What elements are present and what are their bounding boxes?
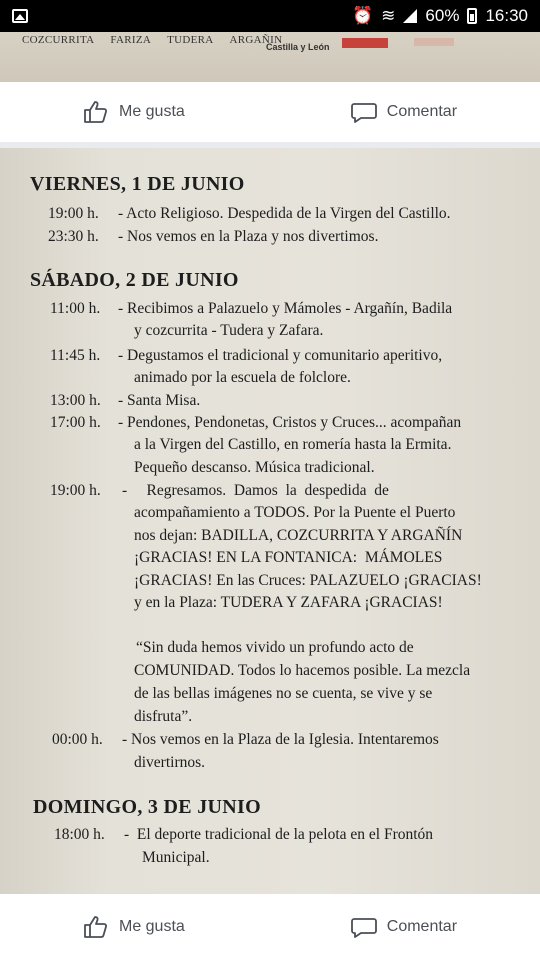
junta-logo: Castilla y León	[266, 42, 330, 52]
like-button[interactable]	[83, 915, 185, 939]
event-text: acompañamiento a TODOS. Por la Puente el Puerto	[134, 504, 456, 521]
battery-percent: 60%	[425, 6, 460, 25]
thumbs-up-icon	[83, 915, 109, 939]
day-title: VIERNES, 1 DE JUNIO	[30, 173, 245, 195]
event-text: Pequeño descanso. Música tradicional.	[134, 459, 375, 476]
event-time: 19:00 h.	[50, 482, 101, 499]
comment-label: Comentar	[386, 103, 458, 120]
status-right	[352, 6, 528, 26]
event-text: - El deporte tradicional de la pelota en el Frontón	[124, 826, 434, 843]
event-text: - Acto Religioso. Despedida de la Virgen del Castillo.	[118, 205, 451, 222]
event-time: 18:00 h.	[54, 826, 105, 843]
event-text: ¡GRACIAS! EN LA FONTANICA: MÁMOLES	[134, 549, 443, 566]
like-label: Me gusta	[118, 103, 185, 120]
gallery-icon	[12, 9, 28, 23]
comment-button[interactable]	[351, 915, 457, 939]
quote-text: de las bellas imágenes no se cuenta, se vive y se	[134, 685, 433, 702]
quote-text: “Sin duda hemos vivido un profundo acto de	[136, 639, 414, 656]
clock: 16:30	[485, 6, 528, 25]
status-bar	[0, 0, 540, 32]
event-time: 17:00 h.	[50, 414, 101, 431]
status-left	[12, 9, 28, 23]
event-text: animado por la escuela de folclore.	[134, 369, 351, 386]
post-actions-top	[0, 82, 540, 142]
event-time: 11:45 h.	[50, 347, 101, 364]
event-text: ¡GRACIAS! En las Cruces: PALAZUELO ¡GRACIAS!	[134, 572, 482, 589]
thumbs-up-icon	[83, 100, 109, 124]
event-text: - Pendones, Pendonetas, Cristos y Cruces... acompañan	[118, 414, 462, 431]
sponsor: FARIZA	[110, 34, 152, 46]
event-time: 11:00 h.	[50, 300, 101, 317]
day-title: DOMINGO, 3 DE JUNIO	[33, 796, 261, 818]
alarm-icon: ⏰	[352, 6, 374, 25]
like-button[interactable]	[83, 100, 185, 124]
sponsor: COZCURRITA	[22, 34, 95, 46]
event-time: 23:30 h.	[48, 228, 99, 245]
event-text: a la Virgen del Castillo, en romería hasta la Ermita.	[134, 436, 452, 453]
sponsor: TUDERA	[167, 34, 214, 46]
event-text: divertirnos.	[134, 754, 206, 771]
event-text: nos dejan: BADILLA, COZCURRITA Y ARGAÑÍN	[134, 527, 463, 544]
quote-text: disfruta”.	[134, 708, 193, 725]
event-text: - Degustamos el tradicional y comunitario aperitivo,	[118, 347, 443, 364]
post-actions-bottom	[0, 894, 540, 960]
event-time: 00:00 h.	[52, 731, 103, 748]
event-time: 19:00 h.	[48, 205, 99, 222]
day-title: SÁBADO, 2 DE JUNIO	[30, 269, 239, 291]
sponsor: ARGAÑIN	[229, 34, 283, 46]
comment-label: Comentar	[386, 918, 458, 935]
event-text: - Nos vemos en la Plaza y nos divertimos.	[118, 228, 379, 245]
event-text: Municipal.	[142, 849, 210, 866]
event-text: y cozcurrita - Tudera y Zafara.	[134, 322, 324, 339]
sponsor-logo	[414, 38, 454, 46]
comment-icon	[351, 915, 377, 939]
program-photo[interactable]	[0, 148, 540, 894]
quote-text: COMUNIDAD. Todos lo hacemos posible. La mezcla	[134, 662, 471, 679]
signal-icon	[403, 9, 417, 23]
previous-photo[interactable]	[0, 32, 540, 82]
event-time: 13:00 h.	[50, 392, 101, 409]
event-text: y en la Plaza: TUDERA Y ZAFARA ¡GRACIAS!	[134, 594, 443, 611]
comment-button[interactable]	[351, 100, 457, 124]
event-text: - Santa Misa.	[118, 392, 201, 409]
event-text: - Nos vemos en la Plaza de la Iglesia. Intentaremos	[122, 731, 439, 748]
event-text: - Recibimos a Palazuelo y Mámoles - Argañín, Badila	[118, 300, 453, 317]
battery-icon	[467, 8, 477, 24]
event-text: - Regresamos. Damos la despedida de	[122, 482, 389, 499]
sponsor-logo	[342, 38, 388, 48]
comment-icon	[351, 100, 377, 124]
sponsor-list	[22, 34, 282, 46]
like-label: Me gusta	[118, 918, 185, 935]
wifi-icon: ≋	[381, 6, 396, 25]
